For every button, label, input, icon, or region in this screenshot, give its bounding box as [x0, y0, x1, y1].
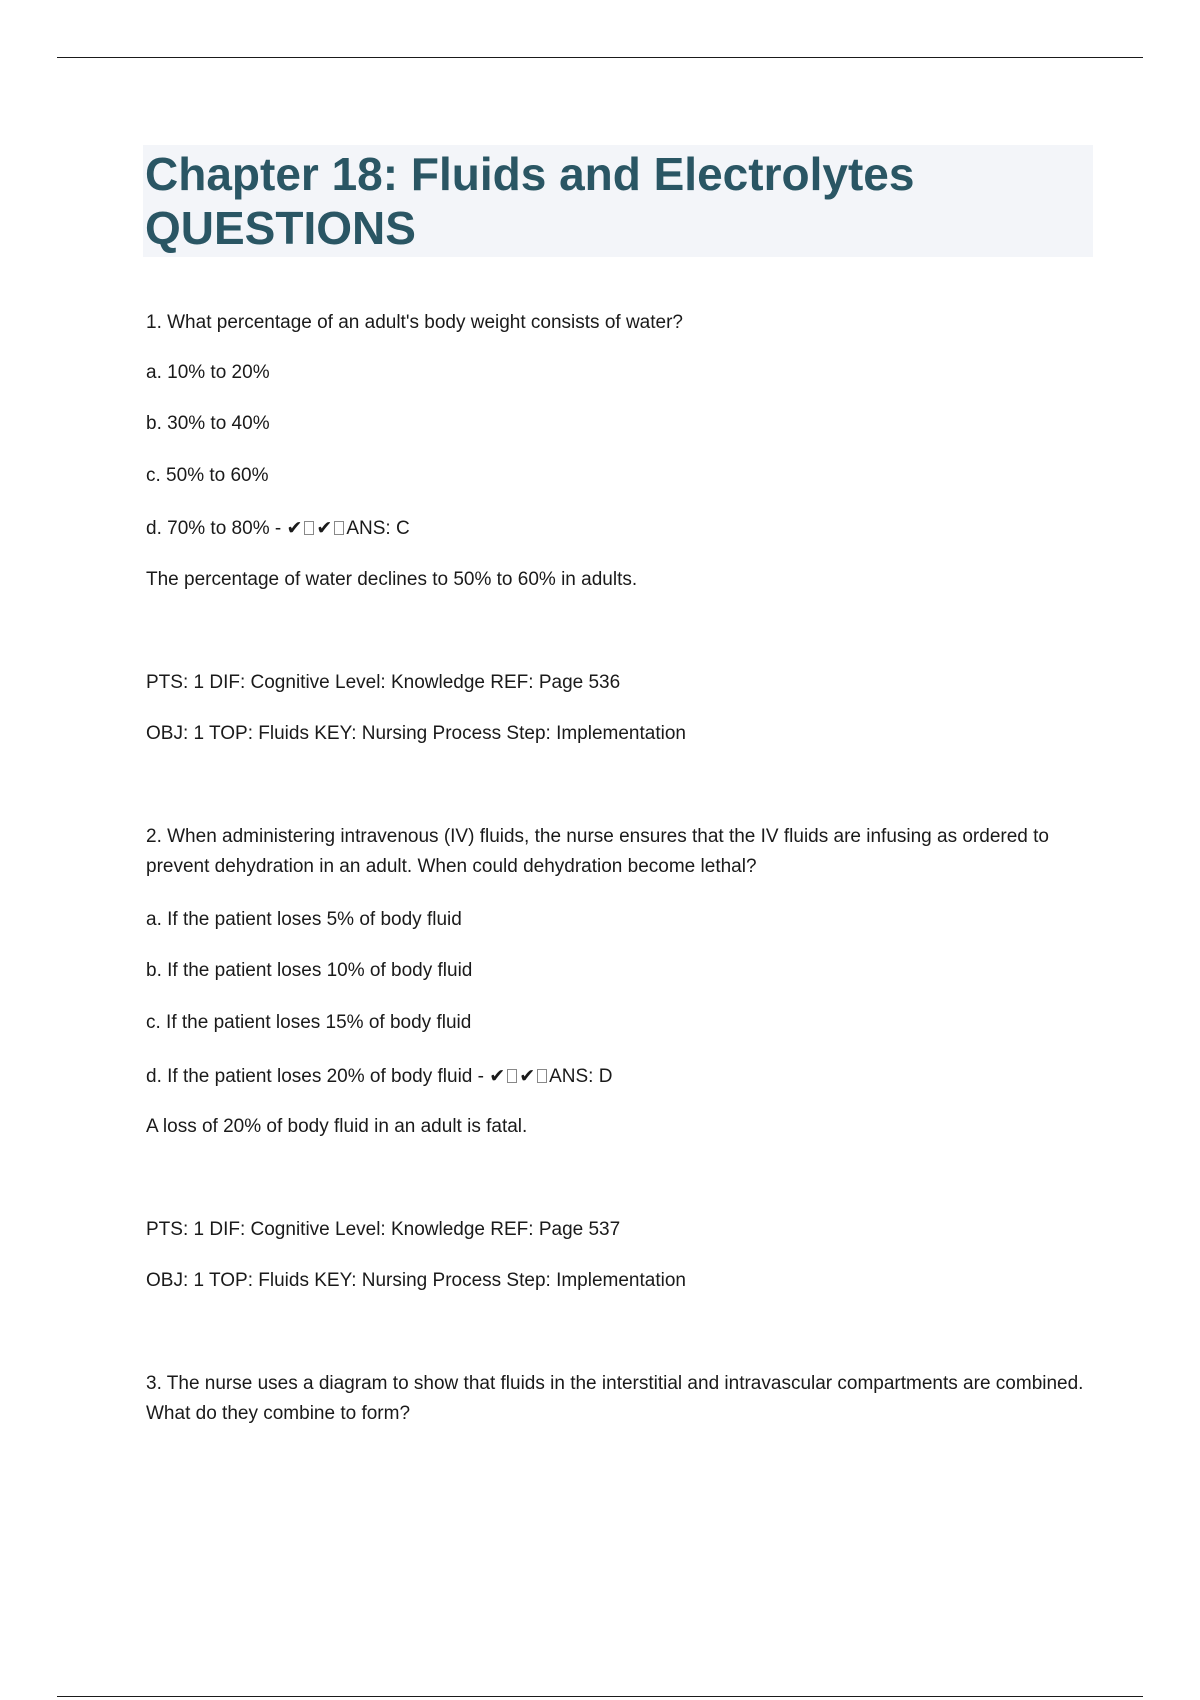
question-1-option-b: b. 30% to 40%	[146, 413, 270, 434]
placeholder-box-icon	[304, 521, 314, 535]
question-2-rationale: A loss of 20% of body fluid in an adult is fatal.	[146, 1116, 528, 1137]
placeholder-box-icon	[507, 1069, 517, 1083]
answer-label: ANS: D	[549, 1066, 613, 1087]
chapter-title-block	[143, 145, 1093, 257]
option-d-label: d. If the patient loses 20% of body fluid -	[146, 1066, 484, 1087]
check-icon: ✔	[489, 1065, 506, 1087]
question-3-text: 3. The nurse uses a diagram to show that fluids in the interstitial and intravascular compartments are combined. What do they combine to form?	[146, 1373, 1084, 1424]
question-2-option-a: a. If the patient loses 5% of body fluid	[146, 909, 462, 930]
chapter-title: Chapter 18: Fluids and Electrolytes	[145, 148, 915, 200]
question-1-option-c: c. 50% to 60%	[146, 465, 269, 486]
question-2-meta-obj: OBJ: 1 TOP: Fluids KEY: Nursing Process Step: Implementation	[146, 1270, 686, 1291]
chapter-subtitle: QUESTIONS	[145, 202, 416, 254]
question-1-option-a: a. 10% to 20%	[146, 362, 270, 383]
question-2-meta-pts: PTS: 1 DIF: Cognitive Level: Knowledge REF: Page 537	[146, 1219, 621, 1240]
question-1-option-d	[146, 513, 410, 544]
placeholder-box-icon	[537, 1069, 547, 1083]
bottom-rule	[57, 1696, 1143, 1697]
option-d-label: d. 70% to 80% -	[146, 518, 282, 539]
question-1-meta-obj: OBJ: 1 TOP: Fluids KEY: Nursing Process Step: Implementation	[146, 723, 686, 744]
placeholder-box-icon	[334, 521, 344, 535]
top-rule	[57, 57, 1143, 58]
question-2-option-b: b. If the patient loses 10% of body fluid	[146, 960, 473, 981]
check-icon: ✔	[316, 517, 333, 539]
question-1-rationale: The percentage of water declines to 50% to 60% in adults.	[146, 569, 638, 590]
question-2-option-c: c. If the patient loses 15% of body fluid	[146, 1012, 472, 1033]
question-1-text: 1. What percentage of an adult's body weight consists of water?	[146, 312, 683, 333]
check-icon: ✔	[286, 517, 303, 539]
question-2-text: 2. When administering intravenous (IV) fluids, the nurse ensures that the IV fluids are infusing as ordered to prevent dehydration in an adult. When could dehydration become lethal?	[146, 826, 1049, 877]
question-1-meta-pts: PTS: 1 DIF: Cognitive Level: Knowledge REF: Page 536	[146, 672, 621, 693]
answer-label: ANS: C	[346, 518, 410, 539]
check-icon: ✔	[519, 1065, 536, 1087]
question-2-option-d	[146, 1061, 612, 1092]
